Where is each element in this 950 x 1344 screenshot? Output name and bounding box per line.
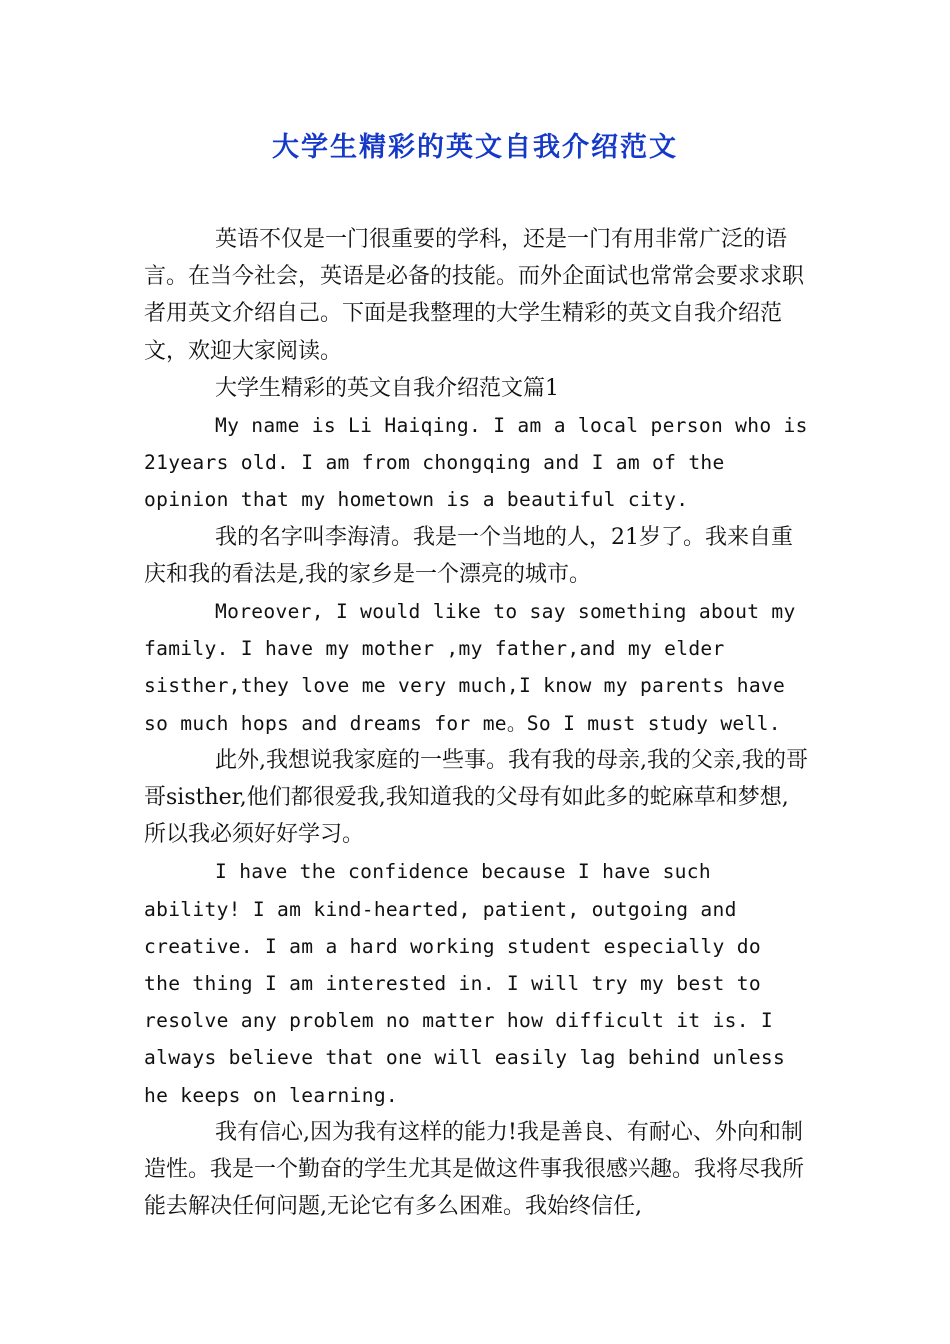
paragraph-chinese-3: 我有信心,因为我有这样的能力!我是善良、有耐心、外向和制造性。我是一个勤奋的学生尤其是做这件事我很感兴趣。我将尽我所能去解决任何问题,无论它有多么困难。我始终信任,: [144, 1119, 805, 1220]
paragraph-english-3: I have the confidence because I have such ability! I am kind-hearted, patient, outgoing and creative. I am a hard working student especially do the thing I am interested in. I will try my best to resolve any problem no matter how difficult it is. I always believe that one will easily lag behind unless he keeps on learning.: [144, 860, 786, 1107]
paragraph-english-2: Moreover, I would like to say something about my family. I have my mother ,my father,and my elder sisther,they love me very much,I know my parents have so much hops and dreams for me。So I must study well.: [144, 600, 796, 735]
section-heading: 大学生精彩的英文自我介绍范文篇1: [215, 375, 559, 401]
paragraph-chinese-1: 我的名字叫李海清。我是一个当地的人，21岁了。我来自重庆和我的看法是,我的家乡是一个漂亮的城市。: [144, 524, 793, 587]
paragraph-english-1: My name is Li Haiqing. I am a local person who is 21years old. I am from chongqing and I am of the opinion that my hometown is a beautiful city.: [144, 414, 808, 512]
document-body: [144, 221, 809, 1225]
document-title: 大学生精彩的英文自我介绍范文: [272, 132, 678, 163]
paragraph-intro: 英语不仅是一门很重要的学科，还是一门有用非常广泛的语言。在当今社会，英语是必备的技能。而外企面试也常常会要求求职者用英文介绍自己。下面是我整理的大学生精彩的英文自我介绍范文，欢迎大家阅读。: [144, 227, 805, 364]
paragraph-chinese-2: 此外,我想说我家庭的一些事。我有我的母亲,我的父亲,我的哥哥sisther,他们都很爱我,我知道我的父母有如此多的蛇麻草和梦想,所以我必须好好学习。: [144, 747, 808, 848]
